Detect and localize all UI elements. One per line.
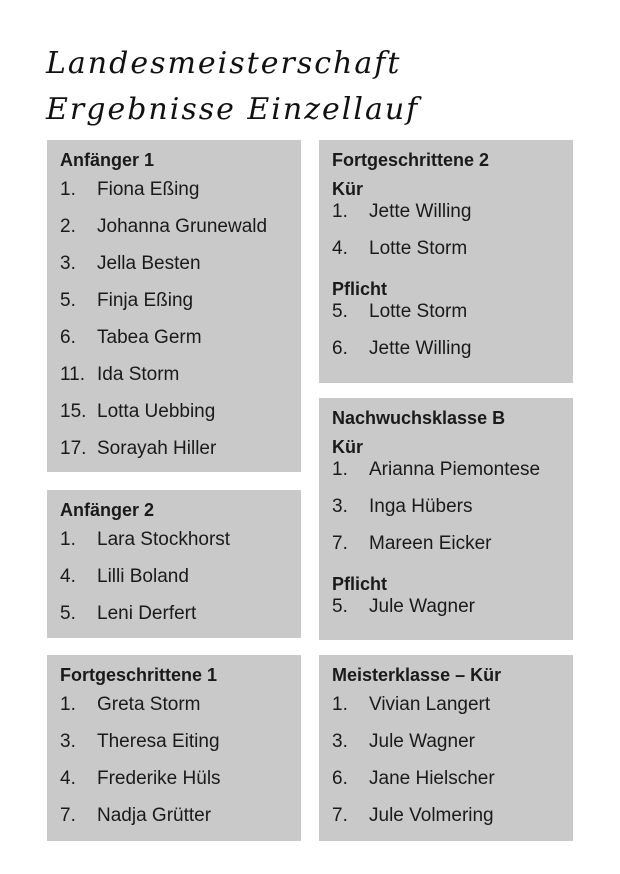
section-label-pflicht: Pflicht: [332, 279, 388, 299]
section-label-kuer: Kür: [332, 179, 363, 199]
category-heading: Fortgeschrittene 2: [332, 150, 490, 170]
result-name: Jette Willing: [369, 201, 472, 222]
result-entry: [60, 327, 301, 364]
result-entry: [60, 694, 301, 731]
result-place: 6.: [60, 327, 76, 348]
result-entry: [60, 179, 301, 216]
result-place: 3.: [332, 496, 348, 517]
result-entry: [60, 216, 301, 253]
result-place: 4.: [60, 566, 76, 587]
result-entry: [332, 496, 573, 533]
result-place: 17.: [60, 438, 87, 459]
result-name: Leni Derfert: [97, 603, 197, 624]
result-entry: [60, 438, 301, 475]
result-name: Sorayah Hiller: [97, 438, 217, 459]
document-title-line-2: Ergebnisse Einzellauf: [46, 92, 420, 127]
result-name: Lotta Uebbing: [97, 401, 216, 422]
result-entry: [60, 566, 301, 603]
result-place: 5.: [60, 603, 76, 624]
category-box-fortgeschrittene-2: [319, 140, 573, 383]
result-name: Mareen Eicker: [369, 533, 492, 554]
category-box-anfaenger-2: [47, 490, 301, 638]
result-entry: [332, 201, 573, 238]
result-place: 5.: [332, 596, 348, 617]
result-name: Lilli Boland: [97, 566, 189, 587]
result-place: 1.: [332, 694, 348, 715]
result-entry: [60, 805, 301, 842]
section-label-kuer: Kür: [332, 437, 363, 457]
result-place: 1.: [60, 694, 76, 715]
category-box-meisterklasse-kuer: [319, 655, 573, 841]
result-entry: [60, 253, 301, 290]
result-place: 6.: [332, 768, 348, 789]
result-name: Johanna Grunewald: [97, 216, 268, 237]
result-place: 2.: [60, 216, 76, 237]
results-list: [60, 694, 301, 842]
result-name: Frederike Hüls: [97, 768, 221, 789]
result-name: Jella Besten: [97, 253, 201, 274]
result-name: Lotte Storm: [369, 301, 468, 322]
result-entry: [60, 401, 301, 438]
result-entry: [332, 301, 573, 338]
result-place: 3.: [60, 253, 76, 274]
result-entry: [60, 529, 301, 566]
category-box-nachwuchsklasse-b: [319, 398, 573, 640]
result-place: 7.: [60, 805, 76, 826]
result-name: Jule Wagner: [369, 731, 475, 752]
result-name: Lotte Storm: [369, 238, 468, 259]
category-box-fortgeschrittene-1: [47, 655, 301, 841]
result-place: 1.: [332, 459, 348, 480]
result-name: Arianna Piemontese: [369, 459, 541, 480]
result-place: 1.: [332, 201, 348, 222]
result-entry: [332, 338, 573, 375]
results-list: [332, 694, 573, 842]
result-entry: [60, 768, 301, 805]
results-list: [60, 179, 301, 475]
result-entry: [332, 459, 573, 496]
result-entry: [60, 290, 301, 327]
results-list: [332, 596, 573, 633]
result-entry: [60, 731, 301, 768]
document-title-line-1: Landesmeisterschaft: [46, 46, 402, 81]
category-heading: Meisterklasse – Kür: [332, 665, 502, 685]
section-label-pflicht: Pflicht: [332, 574, 388, 594]
result-name: Vivian Langert: [369, 694, 491, 715]
result-entry: [60, 364, 301, 401]
result-entry: [60, 603, 301, 640]
result-name: Greta Storm: [97, 694, 201, 715]
result-entry: [332, 731, 573, 768]
result-entry: [332, 805, 573, 842]
result-place: 1.: [60, 179, 76, 200]
result-place: 3.: [332, 731, 348, 752]
result-name: Jane Hielscher: [369, 768, 495, 789]
result-name: Inga Hübers: [369, 496, 473, 517]
results-list: [332, 459, 573, 570]
result-place: 7.: [332, 533, 348, 554]
result-place: 4.: [60, 768, 76, 789]
result-entry: [332, 596, 573, 633]
result-name: Lara Stockhorst: [97, 529, 231, 550]
result-place: 5.: [60, 290, 76, 311]
result-place: 7.: [332, 805, 348, 826]
result-place: 15.: [60, 401, 87, 422]
result-name: Nadja Grütter: [97, 805, 212, 826]
result-name: Jette Willing: [369, 338, 472, 359]
results-list: [332, 301, 573, 375]
result-entry: [332, 694, 573, 731]
category-heading: Anfänger 1: [60, 150, 155, 170]
category-heading: Anfänger 2: [60, 500, 155, 520]
results-list: [60, 529, 301, 640]
category-heading: Nachwuchsklasse B: [332, 408, 506, 428]
result-name: Finja Eßing: [97, 290, 194, 311]
result-entry: [332, 238, 573, 275]
result-name: Ida Storm: [97, 364, 180, 385]
result-place: 3.: [60, 731, 76, 752]
result-name: Tabea Germ: [97, 327, 202, 348]
result-place: 1.: [60, 529, 76, 550]
result-place: 5.: [332, 301, 348, 322]
result-name: Fiona Eßing: [97, 179, 200, 200]
result-name: Jule Volmering: [369, 805, 494, 826]
result-entry: [332, 533, 573, 570]
result-name: Jule Wagner: [369, 596, 475, 617]
result-entry: [332, 768, 573, 805]
category-box-anfaenger-1: [47, 140, 301, 472]
results-list: [332, 201, 573, 275]
category-heading: Fortgeschrittene 1: [60, 665, 218, 685]
result-place: 11.: [60, 364, 86, 385]
result-name: Theresa Eiting: [97, 731, 220, 752]
result-place: 4.: [332, 238, 348, 259]
result-place: 6.: [332, 338, 348, 359]
